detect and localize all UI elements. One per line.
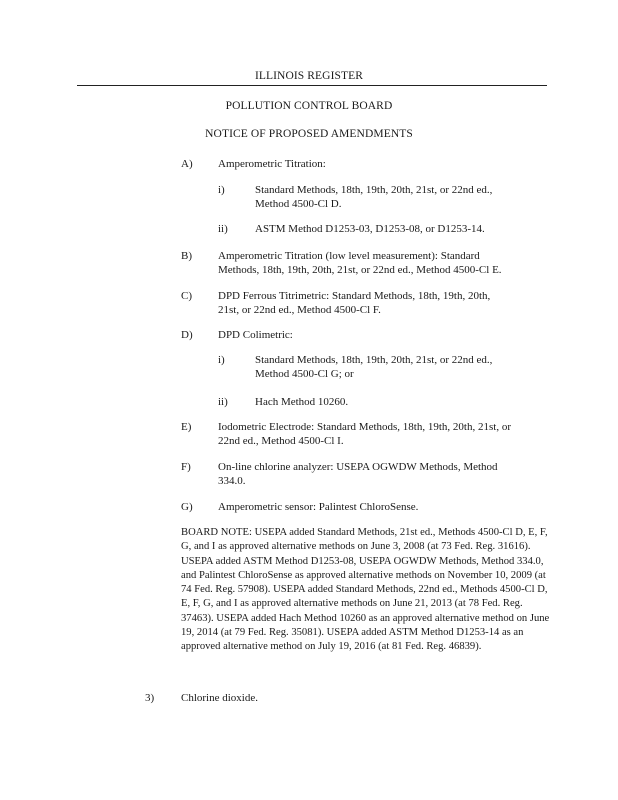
board-title: POLLUTION CONTROL BOARD [225, 100, 393, 112]
item-c-line2: 21st, or 22nd ed., Method 4500-Cl F. [218, 304, 381, 316]
item-b-letter: B) [181, 250, 192, 262]
item-d-sub-i-line2: Method 4500-Cl G; or [255, 368, 354, 380]
notice-title: NOTICE OF PROPOSED AMENDMENTS [205, 128, 413, 140]
item-d-text: DPD Colimetric: [218, 329, 293, 341]
item-c-line1: DPD Ferrous Titrimetric: Standard Methods, 18th, 19th, 20th, [218, 290, 491, 302]
item-a-sub-i-line2: Method 4500-Cl D. [255, 198, 342, 210]
item-f-letter: F) [181, 461, 191, 473]
section-3-number: 3) [145, 692, 155, 704]
register-title: ILLINOIS REGISTER [254, 70, 364, 82]
item-a-sub-i-line1: Standard Methods, 18th, 19th, 20th, 21st, or 22nd ed., [255, 184, 493, 196]
item-e-line1: Iodometric Electrode: Standard Methods, 18th, 19th, 20th, 21st, or [218, 421, 511, 433]
item-d-sub-ii-line1: Hach Method 10260. [255, 396, 349, 408]
item-d-sub-i-line1: Standard Methods, 18th, 19th, 20th, 21st, or 22nd ed., [255, 354, 493, 366]
item-a-sub-ii-line1: ASTM Method D1253-03, D1253-08, or D1253-14. [255, 223, 485, 235]
item-a-sub-ii-num: ii) [218, 223, 228, 235]
item-b-line2: Methods, 18th, 19th, 20th, 21st, or 22nd ed., Method 4500-Cl E. [218, 264, 502, 276]
item-e-line2: 22nd ed., Method 4500-Cl I. [218, 435, 344, 447]
item-d-sub-i-num: i) [218, 354, 225, 366]
item-g-letter: G) [181, 501, 193, 513]
board-note: BOARD NOTE: USEPA added Standard Methods, 21st ed., Methods 4500-Cl D, E, F, G, and I as approved alternative methods on June 3, 2008 (at 73 Fed. Reg. 31616). USEPA added ASTM Method D1253-08, USEPA OGWDW Methods, Method 334.0, and Palintest ChloroSense as approved alternative methods on November 10, 2009 (at 74 Fed. Reg. 57908). USEPA added Standard Methods, 22nd ed., Methods 4500-Cl D, E, F, G, and I as approved alternative methods on June 21, 2013 (at 78 Fed. Reg. 37463). USEPA added Hach Method 10260 as an approved alternative method on June 19, 2014 (at 79 Fed. Reg. 35081). USEPA added ASTM Method D1253-14 as an approved alternative method on July 19, 2016 (at 81 Fed. Reg. 46839). [181, 527, 550, 653]
item-a-sub-i-num: i) [218, 184, 225, 196]
section-3-text: Chlorine dioxide. [181, 692, 258, 704]
item-f-line2: 334.0. [218, 475, 246, 487]
item-c-letter: C) [181, 290, 192, 302]
item-d-letter: D) [181, 329, 193, 341]
item-g-line1: Amperometric sensor: Palintest ChloroSense. [218, 501, 419, 513]
item-a-text: Amperometric Titration: [218, 158, 326, 170]
item-f-line1: On-line chlorine analyzer: USEPA OGWDW Methods, Method [218, 461, 498, 473]
item-d-sub-ii-num: ii) [218, 396, 228, 408]
item-e-letter: E) [181, 421, 192, 433]
item-b-line1: Amperometric Titration (low level measurement): Standard [218, 250, 480, 262]
item-a-letter: A) [181, 158, 193, 170]
header-rule [77, 85, 547, 86]
